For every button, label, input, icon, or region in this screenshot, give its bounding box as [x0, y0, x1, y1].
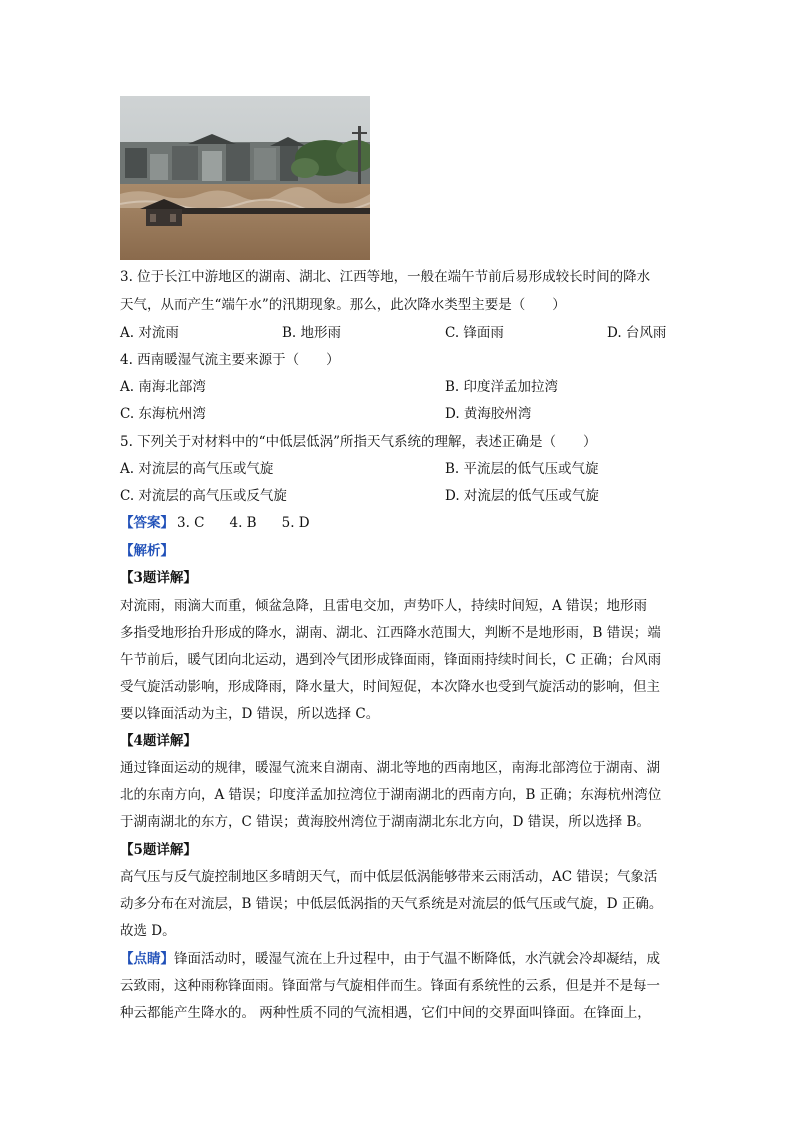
detail-4-line-1: 通过锋面运动的规律，暖湿气流来自湖南、湖北等地的西南地区，南海北部湾位于湖南、湖	[120, 760, 660, 776]
detail-4-label: 【4题详解】	[120, 733, 197, 749]
detail-5-line-1: 高气压与反气旋控制地区多晴朗天气，而中低层低涡能够带来云雨活动，AC 错误；气象活	[120, 869, 658, 885]
tip-line-2: 云致雨，这种雨称锋面雨。锋面常与气旋相伴而生。锋面有系统性的云系，但是并不是每一	[120, 978, 660, 994]
q4-option-d: D. 黄海胶州湾	[445, 406, 532, 422]
q3-option-c: C. 锋面雨	[445, 325, 504, 341]
q4-option-b: B. 印度洋孟加拉湾	[445, 379, 559, 395]
q5-option-d: D. 对流层的低气压或气旋	[445, 488, 599, 504]
answer-line	[120, 513, 310, 533]
analysis-label: 【解析】	[120, 543, 174, 559]
q5-option-a: A. 对流层的高气压或气旋	[120, 461, 274, 477]
q5-stem: 5. 下列关于对材料中的“中低层低涡”所指天气系统的理解，表述正确是（ ）	[120, 434, 597, 450]
detail-3-line-3: 午节前后，暖气团向北运动，遇到冷气团形成锋面雨，锋面雨持续时间长，C 正确；台风雨	[120, 652, 662, 668]
tip-line-3: 种云都能产生降水的。 两种性质不同的气流相遇，它们中间的交界面叫锋面。在锋面上，	[120, 1005, 651, 1021]
detail-3-label: 【3题详解】	[120, 570, 197, 586]
q3-option-b: B. 地形雨	[282, 325, 342, 341]
q3-stem-line-1: 3. 位于长江中游地区的湖南、湖北、江西等地，一般在端午节前后易形成较长时间的降水	[120, 269, 651, 285]
answer-5: 5. D	[281, 515, 310, 531]
detail-4-line-3: 于湖南湖北的东方，C 错误；黄海胶州湾位于湖南湖北东北方向，D 错误，所以选择 B。	[120, 814, 650, 830]
q3-option-a: A. 对流雨	[120, 325, 179, 341]
detail-3-line-2: 多指受地形抬升形成的降水，湖南、湖北、江西降水范围大，判断不是地形雨，B 错误；端	[120, 625, 661, 641]
flood-photo	[120, 96, 370, 260]
q3-option-d: D. 台风雨	[607, 325, 667, 341]
answer-3: 3. C	[177, 515, 205, 531]
q4-option-a: A. 南海北部湾	[120, 379, 206, 395]
tip-line-1	[120, 949, 660, 969]
answer-label: 【答案】	[120, 515, 174, 531]
q5-option-b: B. 平流层的低气压或气旋	[445, 461, 599, 477]
detail-5-line-3: 故选 D。	[120, 923, 176, 939]
q4-stem: 4. 西南暖湿气流主要来源于（ ）	[120, 352, 340, 368]
detail-3-line-1: 对流雨，雨滴大而重，倾盆急降，且雷电交加，声势吓人，持续时间短，A 错误；地形雨	[120, 598, 648, 614]
detail-5-line-2: 动多分布在对流层，B 错误；中低层低涡指的天气系统是对流层的低气压或气旋，D 正确。	[120, 896, 663, 912]
detail-4-line-2: 北的东南方向，A 错误；印度洋孟加拉湾位于湖南湖北的西南方向，B 正确；东海杭州湾位	[120, 787, 662, 803]
detail-3-line-5: 要以锋面活动为主，D 错误，所以选择 C。	[120, 706, 380, 722]
q3-stem-line-2: 天气，从而产生“端午水”的汛期现象。那么，此次降水类型主要是（ ）	[120, 297, 566, 313]
answer-4: 4. B	[229, 515, 257, 531]
q5-option-c: C. 对流层的高气压或反气旋	[120, 488, 287, 504]
q4-option-c: C. 东海杭州湾	[120, 406, 206, 422]
detail-3-line-4: 受气旋活动影响，形成降雨，降水量大，时间短促，本次降水也受到气旋活动的影响，但主	[120, 679, 660, 695]
tip-line-1-text: 锋面活动时，暖湿气流在上升过程中，由于气温不断降低，水汽就会冷却凝结，成	[174, 951, 660, 967]
detail-5-label: 【5题详解】	[120, 842, 197, 858]
tip-label: 【点睛】	[120, 951, 174, 967]
